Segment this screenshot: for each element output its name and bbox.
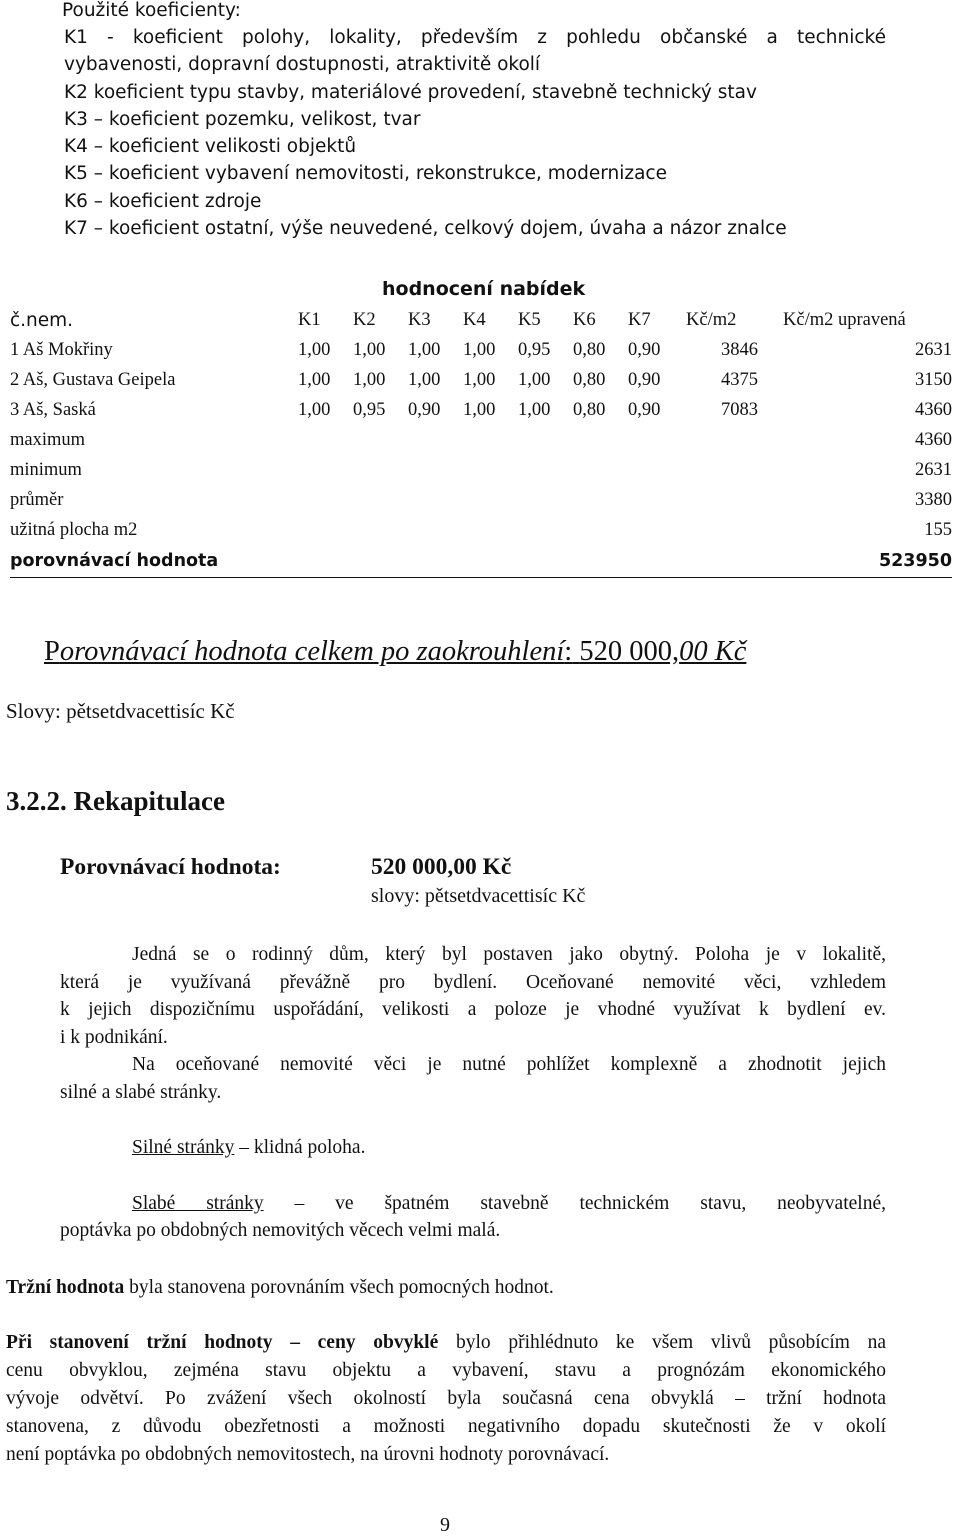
weaknesses-line2: poptávka po obdobných nemovitých věcech velmi malá.	[60, 1220, 501, 1241]
coefficient-k6: K6 – koeficient zdroje	[64, 191, 262, 212]
row-kc-m2-upravena: 2631	[915, 340, 952, 360]
para2-line2: silné a slabé stránky.	[60, 1082, 222, 1103]
header-k1: K1	[298, 310, 321, 330]
summary-label: minimum	[10, 460, 82, 480]
row-k1: 1,00	[298, 400, 331, 420]
coefficient-k1-line1: K1 - koeficient polohy, lokality, především z pohledu občanské a technické	[64, 27, 886, 48]
para1-line2: která je využívaná převážně pro bydlení. Oceňované nemovité věci, vzhledem	[60, 972, 886, 993]
header-cnem: č.nem.	[10, 310, 74, 331]
row-k3: 1,00	[408, 340, 441, 360]
final-line2: cenu obvyklou, zejména stavu objektu a vybavení, stavu a prognózám ekonomického	[6, 1360, 886, 1381]
row-name: 3 Aš, Saská	[10, 400, 96, 420]
weaknesses-text: – ve špatném stavebně technickém stavu, neobyvatelné,	[263, 1193, 886, 1214]
header-k5: K5	[518, 310, 541, 330]
market-value-line	[6, 1275, 554, 1301]
header-k2: K2	[353, 310, 376, 330]
summary-label: průměr	[10, 490, 64, 510]
page-number: 9	[440, 1514, 450, 1536]
total-value: 523950	[878, 551, 952, 571]
table-header-row	[10, 308, 952, 338]
row-name: 2 Aš, Gustava Geipela	[10, 370, 176, 390]
para1-line4: i k podnikání.	[60, 1027, 168, 1048]
row-k2: 1,00	[353, 370, 386, 390]
strengths-text: – klidná poloha.	[234, 1137, 366, 1158]
total-label: porovnávací hodnota	[10, 551, 219, 571]
header-k6: K6	[573, 310, 596, 330]
final-line3: vývoje odvětví. Po zvážení všech okolností byla současná cena obvyklá – tržní hodnota	[6, 1388, 886, 1409]
para2-line1: Na oceňované nemovité věci je nutné pohlížet komplexně a zhodnotit jejich	[132, 1054, 886, 1075]
rounded-value-line	[44, 634, 746, 670]
row-k4: 1,00	[463, 370, 496, 390]
recap-value: 520 000,00 Kč	[371, 854, 512, 880]
total-row	[10, 548, 952, 578]
row-kc-m2-upravena: 4360	[915, 400, 952, 420]
summary-value: 2631	[915, 460, 952, 480]
row-k7: 0,90	[628, 370, 661, 390]
table-row	[10, 338, 952, 368]
coefficient-k1-line2: vybavenosti, dopravní dostupnosti, atraktivitě okolí	[64, 54, 541, 75]
summary-row-area	[10, 518, 952, 548]
row-k7: 0,90	[628, 400, 661, 420]
summary-label: užitná plocha m2	[10, 520, 138, 540]
row-kc-m2: 7083	[721, 400, 758, 420]
row-kc-m2-upravena: 3150	[915, 370, 952, 390]
table-bottom-rule	[10, 577, 952, 578]
rounded-suffix: 00 Kč	[679, 636, 747, 667]
summary-row-maximum	[10, 428, 952, 458]
row-k2: 1,00	[353, 340, 386, 360]
table-row	[10, 398, 952, 428]
header-kc-m2: Kč/m2	[686, 310, 737, 330]
summary-value: 3380	[915, 490, 952, 510]
header-kc-m2-upravena: Kč/m2 upravená	[783, 310, 906, 330]
row-k5: 1,00	[518, 370, 551, 390]
rounded-label: orovnávací hodnota celkem po zaokrouhlení	[59, 636, 565, 667]
para1-line3: k jejich dispozičnímu uspořádání, velikosti a poloze je vhodné využívat k bydlení ev.	[60, 999, 886, 1020]
para1-line1: Jedná se o rodinný dům, který byl postaven jako obytný. Poloha je v lokalitě,	[132, 944, 886, 965]
row-k1: 1,00	[298, 370, 331, 390]
header-k4: K4	[463, 310, 486, 330]
strengths-label: Silné stránky	[132, 1137, 235, 1158]
row-k1: 1,00	[298, 340, 331, 360]
recap-label: Porovnávací hodnota:	[60, 854, 281, 880]
row-k3: 1,00	[408, 370, 441, 390]
weaknesses-label: Slabé stránky	[132, 1193, 264, 1214]
row-k2: 0,95	[353, 400, 386, 420]
row-k6: 0,80	[573, 400, 606, 420]
summary-label: maximum	[10, 430, 86, 450]
coefficient-k3: K3 – koeficient pozemku, velikost, tvar	[64, 109, 421, 130]
coefficient-k5: K5 – koeficient vybavení nemovitosti, rekonstrukce, modernizace	[64, 163, 667, 184]
rounded-colon: :	[564, 636, 573, 667]
final-line1-rest: bylo přihlédnuto ke všem vlivů působícím na	[438, 1332, 887, 1353]
row-k3: 0,90	[408, 400, 441, 420]
row-k4: 1,00	[463, 340, 496, 360]
market-value-rest: byla stanovena porovnáním všech pomocných hodnot.	[124, 1277, 554, 1298]
recap-words: slovy: pětsetdvacettisíc Kč	[371, 885, 586, 907]
final-line1	[6, 1330, 886, 1356]
final-bold: Při stanovení tržní hodnoty – ceny obvyklé	[6, 1332, 439, 1353]
rounded-p-letter: P	[44, 636, 60, 667]
row-name: 1 Aš Mokřiny	[10, 340, 113, 360]
coefficient-k7: K7 – koeficient ostatní, výše neuvedené, celkový dojem, úvaha a názor znalce	[64, 218, 787, 239]
words-line: Slovy: pětsetdvacettisíc Kč	[6, 699, 235, 723]
recap-heading: 3.2.2. Rekapitulace	[6, 786, 225, 816]
row-k6: 0,80	[573, 370, 606, 390]
summary-value: 4360	[915, 430, 952, 450]
row-k5: 1,00	[518, 400, 551, 420]
market-value-bold: Tržní hodnota	[6, 1277, 125, 1298]
table-title: hodnocení nabídek	[382, 278, 586, 300]
row-kc-m2: 4375	[721, 370, 758, 390]
row-k4: 1,00	[463, 400, 496, 420]
table-row	[10, 368, 952, 398]
final-line4: stanovena, z důvodu obezřetnosti a možnosti negativního dopadu skutečnosti že v okolí	[6, 1416, 886, 1437]
final-line5: není poptávka po obdobných nemovitostech, na úrovni hodnoty porovnávací.	[6, 1444, 610, 1465]
header-k7: K7	[628, 310, 651, 330]
strengths-line	[132, 1135, 365, 1161]
row-k5: 0,95	[518, 340, 551, 360]
summary-row-minimum	[10, 458, 952, 488]
summary-row-average	[10, 488, 952, 518]
coefficient-k4: K4 – koeficient velikosti objektů	[64, 136, 357, 157]
row-k6: 0,80	[573, 340, 606, 360]
row-kc-m2: 3846	[721, 340, 758, 360]
coefficient-k2: K2 koeficient typu stavby, materiálové provedení, stavebně technický stav	[64, 82, 757, 103]
row-k7: 0,90	[628, 340, 661, 360]
summary-value: 155	[924, 520, 952, 540]
header-k3: K3	[408, 310, 431, 330]
offers-table	[10, 308, 952, 578]
rounded-number: 520 000,	[579, 636, 680, 667]
coefficients-heading: Použité koeficienty:	[62, 0, 241, 21]
weaknesses-line1	[132, 1191, 886, 1217]
